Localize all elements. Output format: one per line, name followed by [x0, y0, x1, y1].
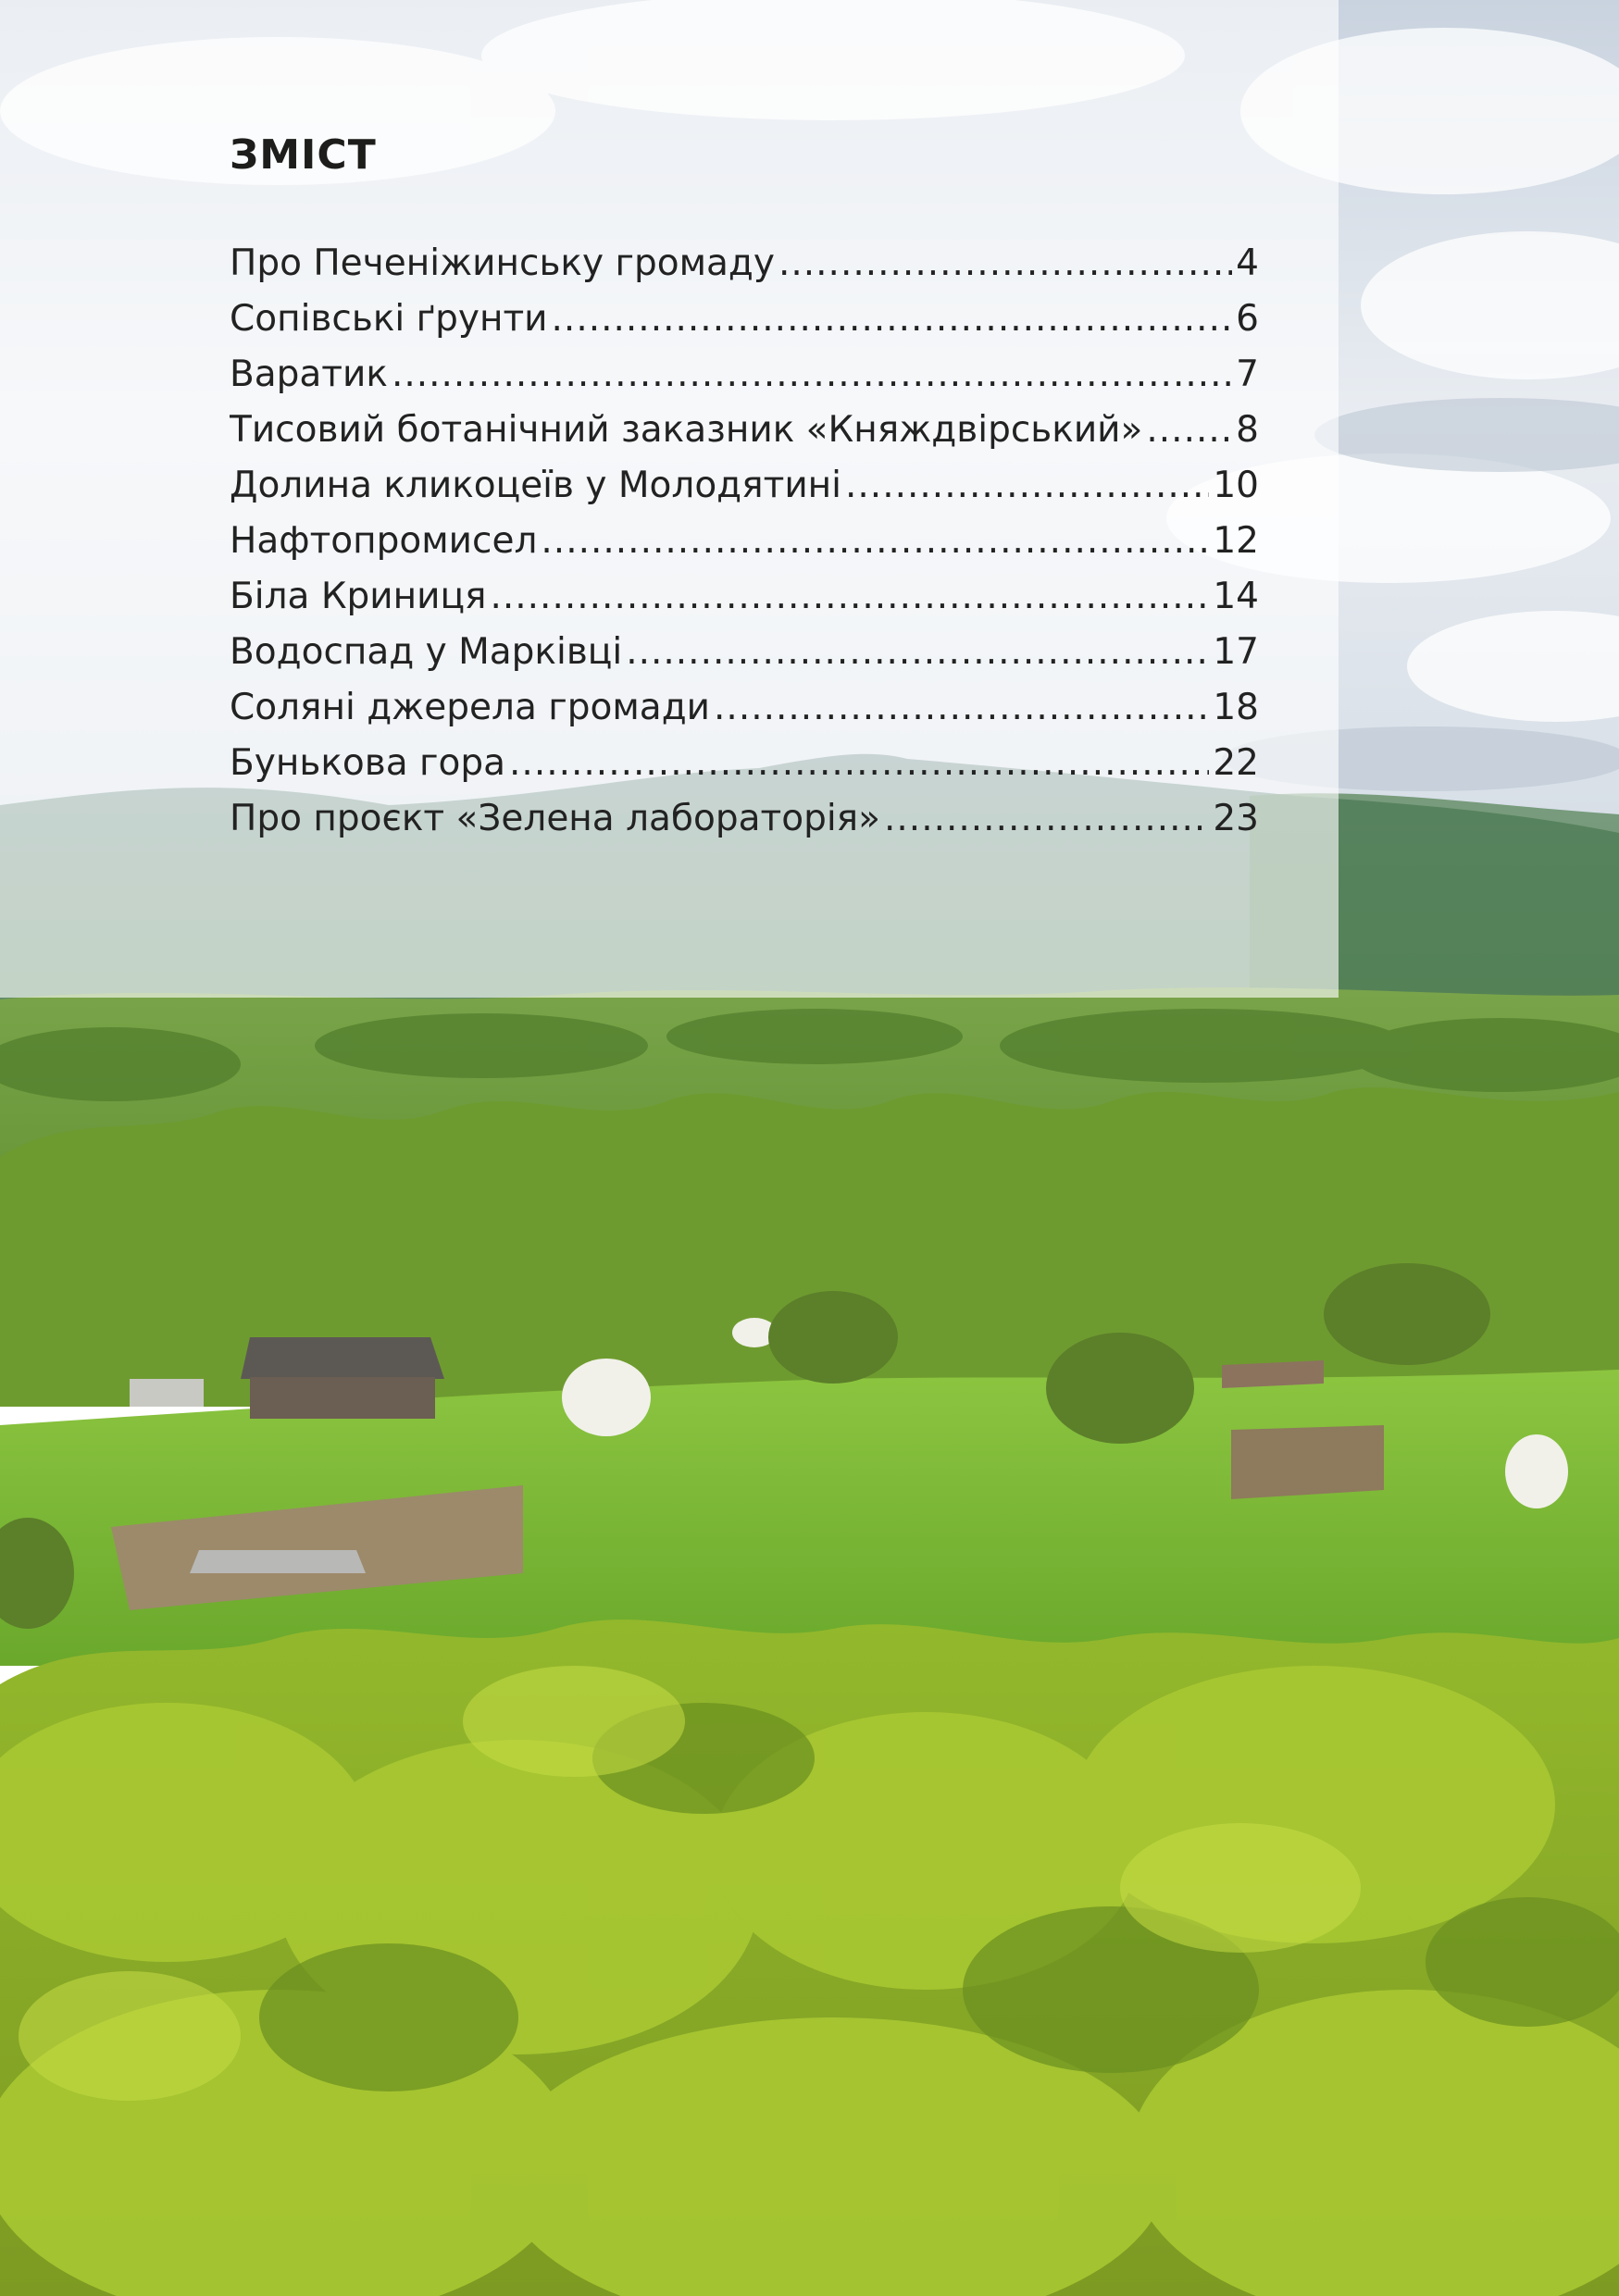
toc-title: ЗМІСТ: [230, 131, 377, 179]
toc-entry-label: Водоспад у Марківці: [230, 631, 623, 673]
toc-entry-page: 14: [1213, 576, 1259, 617]
toc-entry[interactable]: [230, 409, 1259, 465]
toc-entry-label: Бунькова гора: [230, 742, 506, 784]
toc-dot-leader: [626, 631, 1209, 673]
toc-dot-leader: [392, 354, 1232, 395]
toc-entry-page: 4: [1236, 242, 1259, 284]
toc-dot-leader: [490, 576, 1209, 617]
toc-entry-page: 7: [1236, 354, 1259, 395]
toc-dot-leader: [884, 798, 1209, 839]
toc-entry-label: Сопівські ґрунти: [230, 298, 548, 340]
toc-entry-label: Тисовий ботанічний заказник «Княждвірський»: [230, 409, 1143, 451]
toc-panel: [0, 0, 1339, 998]
toc-entry[interactable]: [230, 520, 1259, 576]
toc-entry[interactable]: [230, 465, 1259, 520]
toc-entry-label: Долина кликоцеїв у Молодятині: [230, 465, 842, 506]
toc-entry-page: 23: [1213, 798, 1259, 839]
toc-entry[interactable]: [230, 242, 1259, 298]
toc-entry-page: 12: [1213, 520, 1259, 562]
toc-dot-leader: [541, 520, 1209, 562]
toc-entry-label: Варатик: [230, 354, 388, 395]
toc-entry[interactable]: [230, 742, 1259, 798]
toc-entry-label: Нафтопромисел: [230, 520, 538, 562]
toc-entry-label: Про проєкт «Зелена лабораторія»: [230, 798, 880, 839]
toc-entry[interactable]: [230, 298, 1259, 354]
toc-entry-label: Про Печеніжинську громаду: [230, 242, 775, 284]
toc-entry-page: 8: [1236, 409, 1259, 451]
toc-dot-leader: [509, 742, 1209, 784]
toc-entry-page: 18: [1213, 687, 1259, 728]
toc-entry-page: 22: [1213, 742, 1259, 784]
toc-entry[interactable]: [230, 354, 1259, 409]
toc-entry[interactable]: [230, 687, 1259, 742]
toc-entry-label: Біла Криниця: [230, 576, 487, 617]
toc-entry-page: 10: [1213, 465, 1259, 506]
toc-entry[interactable]: [230, 576, 1259, 631]
toc-entry[interactable]: [230, 631, 1259, 687]
toc-list: [230, 242, 1259, 853]
toc-dot-leader: [552, 298, 1233, 340]
toc-entry-label: Соляні джерела громади: [230, 687, 711, 728]
toc-dot-leader: [714, 687, 1209, 728]
toc-dot-leader: [845, 465, 1209, 506]
toc-entry-page: 17: [1213, 631, 1259, 673]
toc-entry[interactable]: [230, 798, 1259, 853]
toc-dot-leader: [778, 242, 1232, 284]
toc-entry-page: 6: [1236, 298, 1259, 340]
toc-dot-leader: [1146, 409, 1232, 451]
